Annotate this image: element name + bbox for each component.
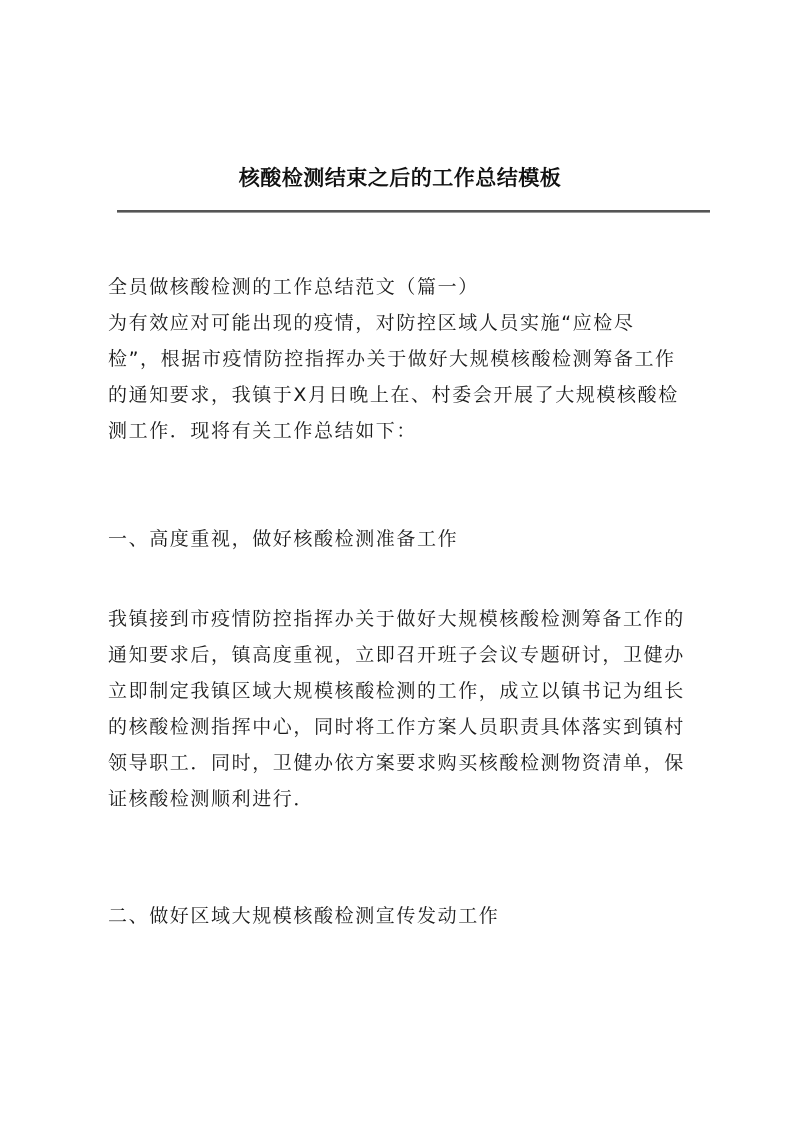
intro-line: 测工作．现将有关工作总结如下： xyxy=(108,420,418,442)
section2-heading xyxy=(108,898,708,934)
section1-line: 通知要求后，镇高度重视，立即召开班子会议专题研讨，卫健办 xyxy=(108,644,685,666)
intro-line: 检”，根据市疫情防控指挥办关于做好大规模核酸检测筹备工作 xyxy=(108,348,676,370)
section1-line: 立即制定我镇区域大规模核酸检测的工作，成立以镇书记为组长 xyxy=(108,680,685,702)
title-divider xyxy=(117,210,710,213)
intro-line: 的通知要求，我镇于X月日晚上在、村委会开展了大规模核酸检 xyxy=(108,384,679,406)
section1-heading-text: 一、高度重视，做好核酸检测准备工作 xyxy=(108,528,459,550)
section2-heading-text: 二、做好区域大规模核酸检测宣传发动工作 xyxy=(108,905,500,927)
document-title: 核酸检测结束之后的工作总结模板 xyxy=(238,165,562,190)
intro-subtitle: 全员做核酸检测的工作总结范文（篇一） xyxy=(108,276,479,298)
intro-line: 为有效应对可能出现的疫情，对防控区域人员实施“应检尽 xyxy=(108,312,635,334)
section1-line: 证核酸检测顺利进行． xyxy=(108,788,315,810)
section1-heading xyxy=(108,521,708,557)
section1-body xyxy=(108,601,708,817)
section1-line: 的核酸检测指挥中心，同时将工作方案人员职责具体落实到镇村 xyxy=(108,716,685,738)
section1-line: 我镇接到市疫情防控指挥办关于做好大规模核酸检测筹备工作的 xyxy=(108,608,685,630)
intro-section xyxy=(108,269,708,449)
section1-line: 领导职工．同时，卫健办依方案要求购买核酸检测物资清单，保 xyxy=(108,752,685,774)
